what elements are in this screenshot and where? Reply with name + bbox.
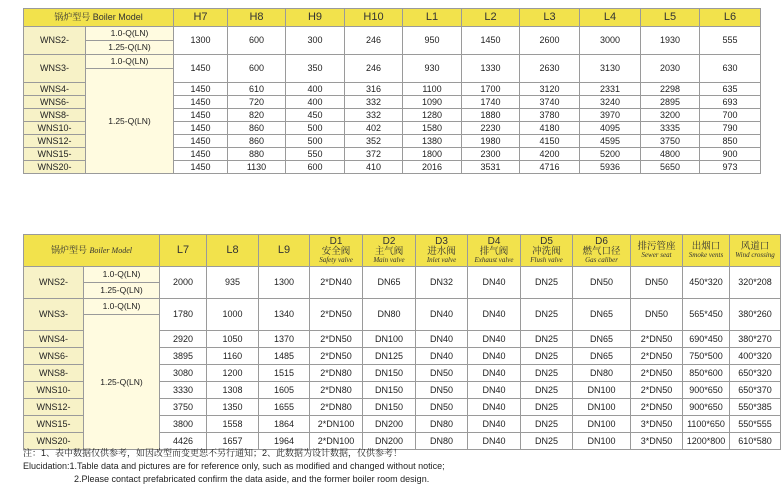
col-header-en: Inlet valve	[426, 256, 457, 265]
value-cell: 4150	[520, 135, 580, 148]
value-cell: DN40	[468, 299, 521, 331]
value-cell: 550*555	[730, 416, 781, 433]
value-cell: DN25	[521, 299, 573, 331]
value-cell: 600	[228, 55, 286, 83]
value-cell: DN100	[363, 331, 416, 348]
value-cell: 450	[286, 109, 345, 122]
col-header-en: Flush valve	[530, 256, 563, 265]
dimensions-table-l-d	[23, 234, 781, 450]
value-cell: DN125	[363, 348, 416, 365]
value-cell: 2*DN40	[310, 267, 363, 299]
value-cell: 350	[286, 55, 345, 83]
col-header-en: Sewer seat	[641, 251, 672, 260]
value-cell: DN40	[468, 416, 521, 433]
model-cell: WNS12-	[24, 135, 86, 148]
value-cell: 950	[403, 27, 462, 55]
value-cell: 693	[700, 96, 761, 109]
value-cell: DN80	[363, 299, 416, 331]
value-cell: 3130	[580, 55, 641, 83]
model-header-cn: 锅炉型号	[51, 245, 88, 255]
col-header-en: Exhaust valve	[474, 256, 514, 265]
value-cell: 352	[345, 135, 403, 148]
model-cell: WNS12-	[24, 399, 84, 416]
value-cell: DN150	[363, 365, 416, 382]
col-header-code: D3	[435, 235, 448, 247]
model-cell: WNS8-	[24, 109, 86, 122]
value-cell: 973	[700, 161, 761, 174]
value-cell: 1740	[462, 96, 520, 109]
value-cell: 2*DN50	[310, 331, 363, 348]
value-cell: 3335	[641, 122, 700, 135]
value-cell: DN40	[416, 299, 468, 331]
value-cell: 3240	[580, 96, 641, 109]
value-cell: 930	[403, 55, 462, 83]
model-cell: WNS6-	[24, 348, 84, 365]
value-cell: 860	[228, 122, 286, 135]
value-cell: 1200*800	[683, 433, 730, 450]
value-cell: DN50	[573, 267, 631, 299]
value-cell: 2*DN80	[310, 399, 363, 416]
value-cell: 550	[286, 148, 345, 161]
col-header-cn: 冲洗阀	[532, 245, 561, 257]
value-cell: 700	[700, 109, 761, 122]
value-cell: DN40	[468, 433, 521, 450]
value-cell: 2*DN50	[631, 399, 683, 416]
variant-cell: 1.25-Q(LN)	[86, 41, 174, 55]
col-header-code: L8	[226, 244, 239, 256]
value-cell: 1050	[207, 331, 259, 348]
value-cell: DN65	[573, 348, 631, 365]
value-cell: 1130	[228, 161, 286, 174]
value-cell: 2*DN50	[310, 348, 363, 365]
col-header: H9	[286, 9, 345, 27]
value-cell: 850*600	[683, 365, 730, 382]
note-line-en-2: 2.Please contact prefabricated confirm the data aside, and the former boiler room design.	[74, 474, 430, 484]
col-header	[259, 235, 310, 267]
value-cell: DN40	[416, 348, 468, 365]
value-cell: 2*DN100	[310, 433, 363, 450]
value-cell: 2*DN50	[631, 331, 683, 348]
value-cell: 900*650	[683, 399, 730, 416]
value-cell: 1308	[207, 382, 259, 399]
value-cell: DN25	[521, 267, 573, 299]
value-cell: 550*385	[730, 399, 781, 416]
col-header	[521, 235, 573, 267]
value-cell: DN200	[363, 433, 416, 450]
variant-cell: 1.25-Q(LN)	[84, 315, 160, 450]
value-cell: 3750	[641, 135, 700, 148]
value-cell: 2920	[160, 331, 207, 348]
value-cell: 2331	[580, 83, 641, 96]
value-cell: 935	[207, 267, 259, 299]
value-cell: 3970	[580, 109, 641, 122]
value-cell: 3080	[160, 365, 207, 382]
value-cell: 4800	[641, 148, 700, 161]
col-header-en: Safety valve	[319, 256, 353, 265]
value-cell: DN100	[573, 382, 631, 399]
value-cell: DN40	[468, 267, 521, 299]
value-cell: 630	[700, 55, 761, 83]
value-cell: 2030	[641, 55, 700, 83]
model-cell: WNS20-	[24, 161, 86, 174]
value-cell: 1450	[174, 122, 228, 135]
value-cell: 1655	[259, 399, 310, 416]
value-cell: 3740	[520, 96, 580, 109]
value-cell: DN100	[573, 416, 631, 433]
note-line-en-1: Elucidation:1.Table data and pictures are for reference only, such as modified and changed without notice;	[23, 461, 445, 471]
col-header	[683, 235, 730, 267]
model-cell: WNS10-	[24, 382, 84, 399]
value-cell: 1450	[174, 161, 228, 174]
col-header	[631, 235, 683, 267]
value-cell: 850	[700, 135, 761, 148]
value-cell: 1380	[403, 135, 462, 148]
col-header-cn: 燃气口径	[582, 245, 621, 257]
col-header-cn: 出烟口	[691, 240, 721, 252]
value-cell: 4200	[520, 148, 580, 161]
value-cell: 500	[286, 135, 345, 148]
value-cell: DN40	[468, 348, 521, 365]
value-cell: 635	[700, 83, 761, 96]
col-header-code: D2	[382, 235, 396, 247]
value-cell: 3895	[160, 348, 207, 365]
value-cell: DN32	[416, 267, 468, 299]
value-cell: DN200	[363, 416, 416, 433]
value-cell: 750*500	[683, 348, 730, 365]
value-cell: 410	[345, 161, 403, 174]
col-header-en: Gas caliber	[585, 256, 618, 265]
value-cell: 1450	[174, 96, 228, 109]
table-row	[24, 55, 761, 69]
model-cell: WNS10-	[24, 122, 86, 135]
col-header	[468, 235, 521, 267]
value-cell: 1100	[403, 83, 462, 96]
value-cell: 400	[286, 83, 345, 96]
value-cell: 320*208	[730, 267, 781, 299]
table-header-row	[24, 9, 761, 27]
value-cell: 2*DN100	[310, 416, 363, 433]
value-cell: 246	[345, 27, 403, 55]
value-cell: 3780	[520, 109, 580, 122]
col-header	[207, 235, 259, 267]
value-cell: 555	[700, 27, 761, 55]
value-cell: 1160	[207, 348, 259, 365]
model-cell: WNS4-	[24, 331, 84, 348]
value-cell: DN25	[521, 382, 573, 399]
value-cell: 1350	[207, 399, 259, 416]
table-header-row	[24, 235, 781, 267]
col-header: L1	[403, 9, 462, 27]
value-cell: 1485	[259, 348, 310, 365]
value-cell: 2*DN50	[631, 348, 683, 365]
value-cell: 1780	[160, 299, 207, 331]
value-cell: 332	[345, 96, 403, 109]
value-cell: 1800	[403, 148, 462, 161]
value-cell: 600	[286, 161, 345, 174]
value-cell: 3330	[160, 382, 207, 399]
variant-cell: 1.25-Q(LN)	[84, 283, 160, 299]
value-cell: 860	[228, 135, 286, 148]
value-cell: DN50	[416, 399, 468, 416]
variant-cell: 1.25-Q(LN)	[86, 69, 174, 174]
value-cell: 900	[700, 148, 761, 161]
note-line-cn: 注：1、表中数据仅供参考，如因改型而变更恕不另行通知；2、此数据为设计数据，仅供参考！	[23, 448, 403, 458]
value-cell: 2*DN50	[310, 299, 363, 331]
model-cell: WNS15-	[24, 148, 86, 161]
model-cell: WNS8-	[24, 365, 84, 382]
value-cell: 4180	[520, 122, 580, 135]
model-header: 锅炉型号 Boiler Model	[24, 9, 174, 27]
value-cell: 450*320	[683, 267, 730, 299]
value-cell: 790	[700, 122, 761, 135]
col-header	[573, 235, 631, 267]
model-cell: WNS3-	[24, 299, 84, 331]
value-cell: 610	[228, 83, 286, 96]
value-cell: 1090	[403, 96, 462, 109]
value-cell: 650*320	[730, 365, 781, 382]
col-header-cn: 进水阀	[427, 245, 456, 257]
value-cell: 1100*650	[683, 416, 730, 433]
value-cell: 1450	[174, 109, 228, 122]
value-cell: 1964	[259, 433, 310, 450]
value-cell: 650*370	[730, 382, 781, 399]
value-cell: 880	[228, 148, 286, 161]
value-cell: 3200	[641, 109, 700, 122]
value-cell: 372	[345, 148, 403, 161]
col-header: H10	[345, 9, 403, 27]
value-cell: 1330	[462, 55, 520, 83]
value-cell: 2600	[520, 27, 580, 55]
value-cell: 1580	[403, 122, 462, 135]
value-cell: 316	[345, 83, 403, 96]
value-cell: DN40	[468, 382, 521, 399]
value-cell: 900*650	[683, 382, 730, 399]
value-cell: DN150	[363, 399, 416, 416]
col-header	[310, 235, 363, 267]
value-cell: 1980	[462, 135, 520, 148]
model-cell: WNS20-	[24, 433, 84, 450]
col-header-cn: 排气阀	[479, 245, 509, 257]
col-header-code: D6	[595, 235, 608, 247]
value-cell: DN25	[521, 416, 573, 433]
value-cell: 1605	[259, 382, 310, 399]
value-cell: 5936	[580, 161, 641, 174]
value-cell: 1340	[259, 299, 310, 331]
col-header-en: Main valve	[373, 256, 405, 265]
col-header-cn: 排污管座	[637, 240, 676, 252]
value-cell: 820	[228, 109, 286, 122]
value-cell: 4095	[580, 122, 641, 135]
value-cell: 3750	[160, 399, 207, 416]
value-cell: DN40	[468, 365, 521, 382]
value-cell: 1370	[259, 331, 310, 348]
col-header: L6	[700, 9, 761, 27]
value-cell: 1450	[174, 83, 228, 96]
value-cell: DN50	[416, 382, 468, 399]
value-cell: DN65	[573, 299, 631, 331]
value-cell: 600	[228, 27, 286, 55]
col-header-code: L9	[277, 244, 291, 256]
value-cell: 1200	[207, 365, 259, 382]
value-cell: DN50	[631, 267, 683, 299]
col-header-cn: 风道口	[740, 240, 770, 252]
value-cell: 1880	[462, 109, 520, 122]
col-header-en: Smoke vents	[688, 251, 724, 260]
value-cell: 2*DN50	[631, 382, 683, 399]
value-cell: 1450	[174, 135, 228, 148]
value-cell: 2*DN80	[310, 365, 363, 382]
value-cell: 3800	[160, 416, 207, 433]
value-cell: 400*320	[730, 348, 781, 365]
value-cell: 2000	[160, 267, 207, 299]
value-cell: DN25	[521, 399, 573, 416]
value-cell: 5650	[641, 161, 700, 174]
col-header	[730, 235, 781, 267]
value-cell: 2895	[641, 96, 700, 109]
value-cell: 5200	[580, 148, 641, 161]
value-cell: 1000	[207, 299, 259, 331]
value-cell: DN80	[416, 416, 468, 433]
value-cell: 402	[345, 122, 403, 135]
value-cell: 610*580	[730, 433, 781, 450]
variant-cell: 1.0-Q(LN)	[84, 299, 160, 315]
value-cell: DN40	[416, 331, 468, 348]
col-header: H7	[174, 9, 228, 27]
value-cell: 3000	[580, 27, 641, 55]
value-cell: 1450	[174, 148, 228, 161]
value-cell: 720	[228, 96, 286, 109]
value-cell: 3120	[520, 83, 580, 96]
value-cell: DN65	[363, 267, 416, 299]
value-cell: DN40	[468, 399, 521, 416]
col-header-code: D1	[329, 235, 343, 247]
value-cell: 4595	[580, 135, 641, 148]
value-cell: 2630	[520, 55, 580, 83]
value-cell: DN100	[573, 399, 631, 416]
value-cell: 1450	[174, 55, 228, 83]
value-cell: 2*DN50	[631, 365, 683, 382]
model-cell: WNS4-	[24, 83, 86, 96]
col-header: L5	[641, 9, 700, 27]
value-cell: DN40	[468, 331, 521, 348]
col-header	[160, 235, 207, 267]
value-cell: 1515	[259, 365, 310, 382]
value-cell: 2230	[462, 122, 520, 135]
value-cell: 3*DN50	[631, 433, 683, 450]
col-header: L3	[520, 9, 580, 27]
value-cell: 332	[345, 109, 403, 122]
value-cell: 500	[286, 122, 345, 135]
value-cell: DN25	[521, 433, 573, 450]
table-row	[24, 267, 781, 283]
notes	[23, 447, 763, 486]
value-cell: 3531	[462, 161, 520, 174]
col-header	[416, 235, 468, 267]
value-cell: 300	[286, 27, 345, 55]
value-cell: 4426	[160, 433, 207, 450]
value-cell: DN65	[573, 331, 631, 348]
variant-cell: 1.0-Q(LN)	[84, 267, 160, 283]
col-header-code: L7	[176, 244, 190, 256]
model-cell: WNS2-	[24, 27, 86, 55]
col-header-code: D4	[487, 235, 501, 247]
col-header-cn: 安全阀	[321, 245, 351, 257]
col-header: L4	[580, 9, 641, 27]
value-cell: DN50	[416, 365, 468, 382]
value-cell: DN50	[631, 299, 683, 331]
value-cell: 1300	[174, 27, 228, 55]
value-cell: DN25	[521, 331, 573, 348]
value-cell: 690*450	[683, 331, 730, 348]
table-row	[24, 27, 761, 41]
value-cell: 2298	[641, 83, 700, 96]
value-cell: 380*270	[730, 331, 781, 348]
col-header-code: D5	[540, 235, 553, 247]
value-cell: 1930	[641, 27, 700, 55]
value-cell: 1300	[259, 267, 310, 299]
col-header: L2	[462, 9, 520, 27]
dimensions-table-h-l	[23, 8, 761, 174]
value-cell: 2300	[462, 148, 520, 161]
value-cell: DN100	[573, 433, 631, 450]
model-cell: WNS3-	[24, 55, 86, 83]
value-cell: 1558	[207, 416, 259, 433]
table-row	[24, 299, 781, 315]
value-cell: 1657	[207, 433, 259, 450]
model-header	[24, 235, 160, 267]
value-cell: DN150	[363, 382, 416, 399]
col-header-cn: 主气阀	[374, 245, 404, 257]
value-cell: 565*450	[683, 299, 730, 331]
value-cell: DN80	[416, 433, 468, 450]
value-cell: 1450	[462, 27, 520, 55]
col-header-en: Wind crossing	[735, 251, 775, 260]
value-cell: DN80	[573, 365, 631, 382]
value-cell: DN25	[521, 365, 573, 382]
value-cell: 1700	[462, 83, 520, 96]
value-cell: 1864	[259, 416, 310, 433]
model-cell: WNS15-	[24, 416, 84, 433]
model-header-en: Boiler Model	[89, 246, 132, 255]
value-cell: DN25	[521, 348, 573, 365]
value-cell: 4716	[520, 161, 580, 174]
col-header: H8	[228, 9, 286, 27]
value-cell: 380*260	[730, 299, 781, 331]
variant-cell: 1.0-Q(LN)	[86, 55, 174, 69]
value-cell: 1280	[403, 109, 462, 122]
value-cell: 2016	[403, 161, 462, 174]
value-cell: 3*DN50	[631, 416, 683, 433]
value-cell: 2*DN80	[310, 382, 363, 399]
col-header	[363, 235, 416, 267]
model-cell: WNS2-	[24, 267, 84, 299]
value-cell: 400	[286, 96, 345, 109]
variant-cell: 1.0-Q(LN)	[86, 27, 174, 41]
model-cell: WNS6-	[24, 96, 86, 109]
value-cell: 246	[345, 55, 403, 83]
